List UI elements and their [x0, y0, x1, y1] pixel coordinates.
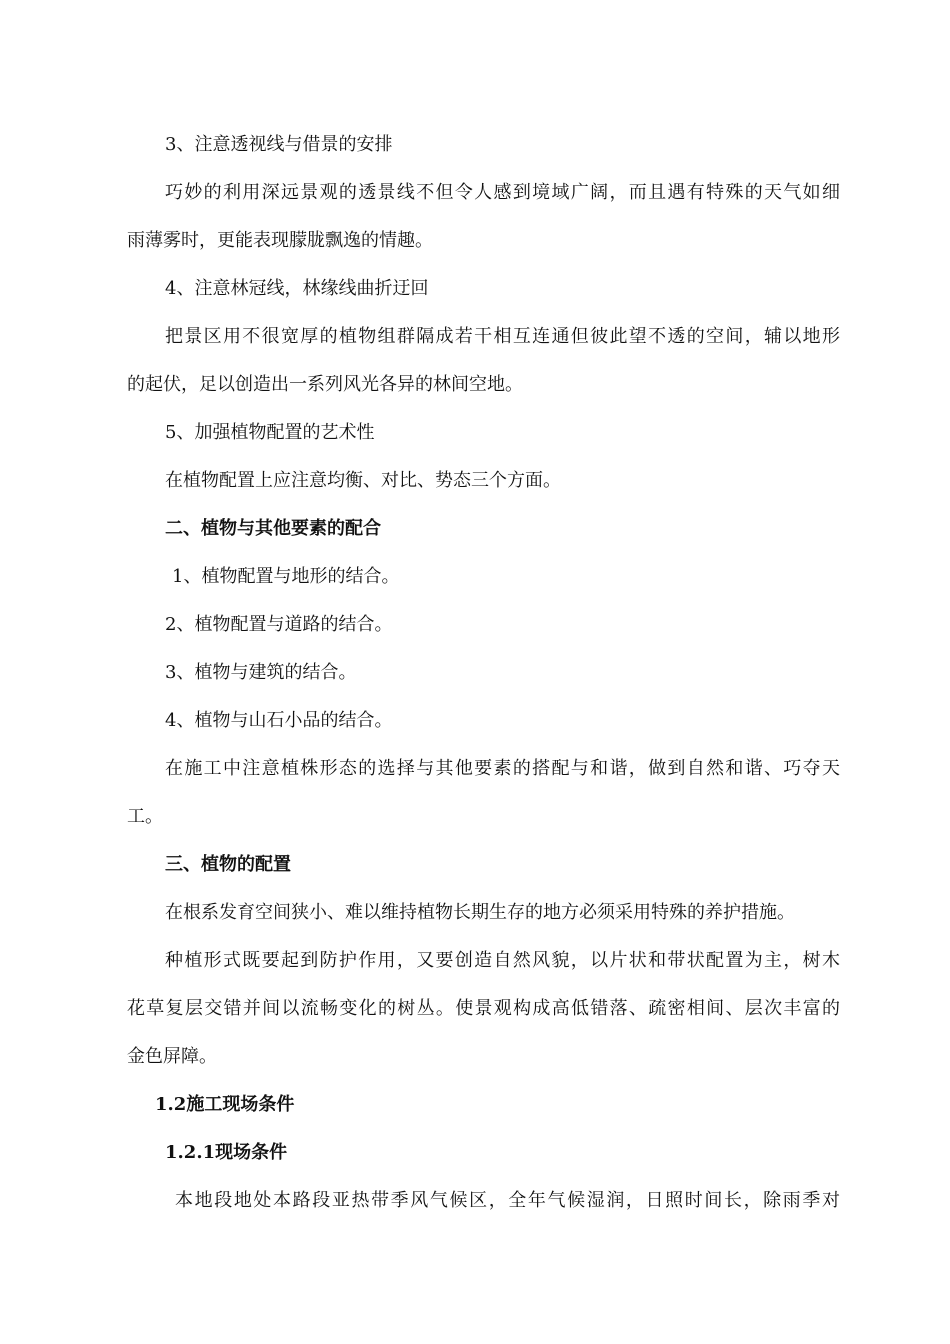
paragraph-line: 巧妙的利用深远景观的透景线不但令人感到境域广阔，而且遇有特殊的天气如细	[165, 182, 840, 203]
paragraph-line: 种植形式既要起到防护作用，又要创造自然风貌，以片状和带状配置为主，树木	[165, 950, 840, 971]
list-item: 2、植物配置与道路的结合。	[165, 614, 393, 635]
paragraph-line: 在根系发育空间狭小、难以维持植物长期生存的地方必须采用特殊的养护措施。	[165, 902, 795, 923]
paragraph-line: 把景区用不很宽厚的植物组群隔成若干相互连通但彼此望不透的空间，辅以地形	[165, 326, 840, 347]
subheading-canopy-line: 4、注意林冠线，林缘线曲折迂回	[165, 278, 429, 299]
paragraph-line: 花草复层交错并间以流畅变化的树丛。使景观构成高低错落、疏密相间、层次丰富的	[127, 998, 840, 1019]
section-heading-2: 二、植物与其他要素的配合	[165, 518, 381, 539]
paragraph-line: 在施工中注意植株形态的选择与其他要素的搭配与和谐，做到自然和谐、巧夺天	[165, 758, 840, 779]
paragraph-line: 金色屏障。	[127, 1046, 217, 1067]
section-heading-1-2: 1.2施工现场条件	[155, 1094, 295, 1115]
paragraph-line: 在植物配置上应注意均衡、对比、势态三个方面。	[165, 470, 561, 491]
section-heading-1-2-1: 1.2.1现场条件	[165, 1142, 288, 1163]
paragraph-line: 工。	[127, 806, 163, 827]
list-item: 1、植物配置与地形的结合。	[172, 566, 400, 587]
subheading-perspective: 3、注意透视线与借景的安排	[165, 134, 393, 155]
paragraph-line: 本地段地处本路段亚热带季风气候区，全年气候湿润，日照时间长，除雨季对	[175, 1190, 840, 1211]
subheading-artistry: 5、加强植物配置的艺术性	[165, 422, 375, 443]
list-item: 3、植物与建筑的结合。	[165, 662, 357, 683]
list-item: 4、植物与山石小品的结合。	[165, 710, 393, 731]
paragraph-line: 的起伏，足以创造出一系列风光各异的林间空地。	[127, 374, 523, 395]
paragraph-line: 雨薄雾时，更能表现朦胧飘逸的情趣。	[127, 230, 433, 251]
section-heading-3: 三、植物的配置	[165, 854, 291, 875]
